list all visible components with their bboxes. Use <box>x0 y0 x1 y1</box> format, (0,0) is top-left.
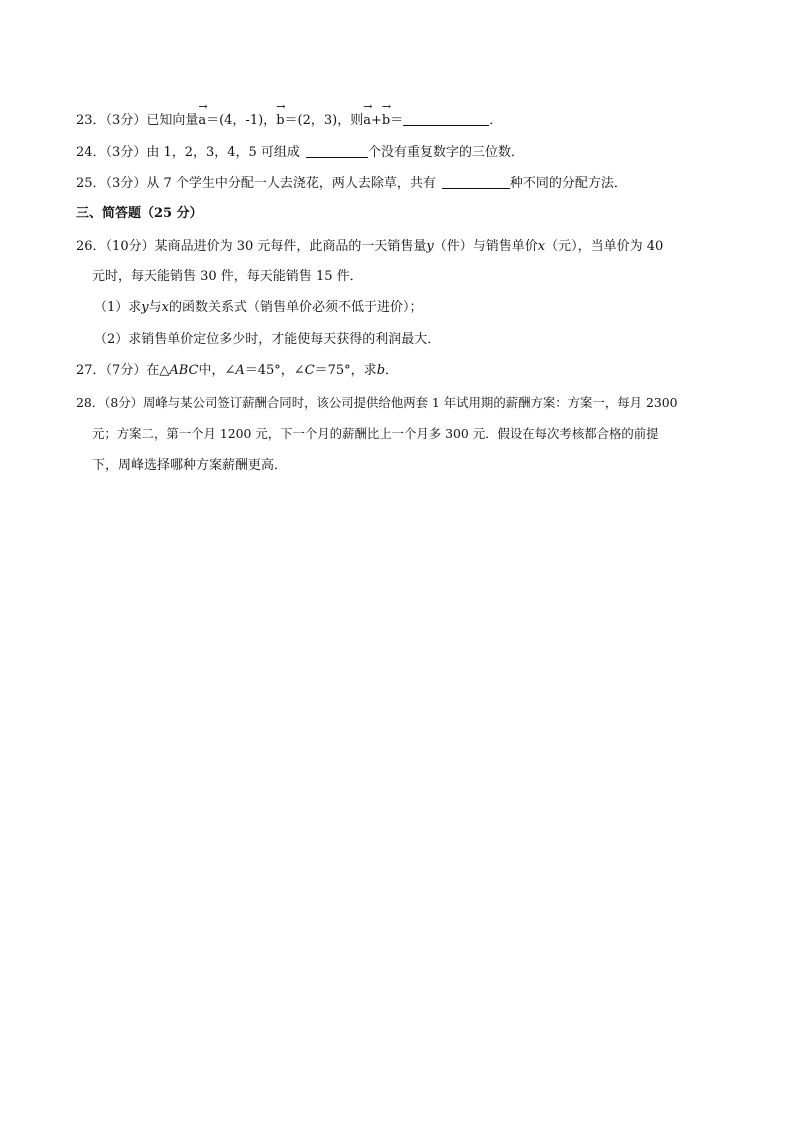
q24-suffix: 个没有重复数字的三位数． <box>367 145 524 160</box>
q27-text-b: 中，∠ <box>198 363 236 378</box>
question-26-line-2: 元时，每天能销售 30 件，每天能销售 15 件． <box>92 269 363 284</box>
answer-blank-23[interactable] <box>403 112 489 126</box>
question-26-line-1 <box>76 238 663 256</box>
q23-stem: 23．（3分）已知向量 <box>76 113 199 128</box>
q27-text-d: ＝75°，求 <box>314 363 377 378</box>
question-26-part-2: （2）求销售单价定位多少时，才能使每天获得的利润最大． <box>94 332 441 347</box>
vector-b-value: ＝(2，3)，则 <box>284 113 364 128</box>
question-28-line-3: 下，周峰选择哪种方案薪酬更高． <box>92 458 288 473</box>
question-25 <box>76 175 627 193</box>
question-23 <box>76 100 503 130</box>
q25-prefix: 25．（3分）从 7 个学生中分配一人去浇花，两人去除草，共有 <box>76 176 436 191</box>
vector-a-letter: a <box>198 113 207 128</box>
vector-a-value: ＝(4，-1)， <box>206 113 277 128</box>
section-title: 三、简答题（25 分） <box>76 206 203 221</box>
q27-end: ． <box>385 363 399 378</box>
q27-text-a: 27．（7分）在△ <box>76 363 170 378</box>
sum-vector-b <box>381 100 392 130</box>
angle-a: A <box>235 363 245 378</box>
vector-a <box>198 100 208 130</box>
q24-prefix: 24．（3分）由 1，2，3，4，5 可组成 <box>76 145 300 160</box>
q26-text-a: 26．（10分）某商品进价为 30 元每件，此商品的一天销售量 <box>76 239 427 254</box>
sum-a-letter: a <box>363 113 371 128</box>
answer-blank-25[interactable] <box>442 175 510 189</box>
question-26-part-1 <box>94 299 423 317</box>
angle-c: C <box>304 363 315 378</box>
q26-p1-b: 与 <box>148 300 162 315</box>
sum-b-letter: b <box>381 113 391 128</box>
vector-arrow-icon: → <box>381 100 392 113</box>
vector-arrow-icon: → <box>363 100 373 113</box>
variable-x: x <box>537 239 546 254</box>
q23-end: ． <box>489 113 503 128</box>
variable-y: y <box>426 239 434 254</box>
q26-text-b: （件）与销售单价 <box>433 239 538 254</box>
vector-b <box>276 100 286 130</box>
plus-sign: + <box>370 113 382 128</box>
q26-p1-a: （1）求 <box>94 300 142 315</box>
question-28-line-1: 28．（8分）周峰与某公司签订薪酬合同时，该公司提供给他两套 1 年试用期的薪酬方案：方案一，每月 2300 <box>76 395 678 410</box>
q26-p1-c: 的函数关系式（销售单价必须不低于进价）； <box>169 300 423 315</box>
vector-arrow-icon: → <box>198 100 208 113</box>
vector-b-letter: b <box>276 113 285 128</box>
q25-suffix: 种不同的分配方法． <box>509 176 627 191</box>
vector-arrow-icon: → <box>276 100 286 113</box>
q26-text-c: （元），当单价为 40 <box>545 239 664 254</box>
triangle-abc: ABC <box>169 363 199 378</box>
question-28-line-2: 元；方案二，第一个月 1200 元，下一个月的薪酬比上一个月多 300 元．假设在每次考核都合格的前提 <box>92 426 659 441</box>
sum-vector-a <box>363 100 373 130</box>
variable-x: x <box>161 300 169 315</box>
question-27 <box>76 362 398 380</box>
answer-blank-24[interactable] <box>306 144 368 158</box>
question-24 <box>76 144 524 162</box>
side-b: b <box>376 363 386 378</box>
q27-text-c: ＝45°，∠ <box>244 363 305 378</box>
equals-sign: ＝ <box>390 113 404 128</box>
variable-y: y <box>141 300 149 315</box>
